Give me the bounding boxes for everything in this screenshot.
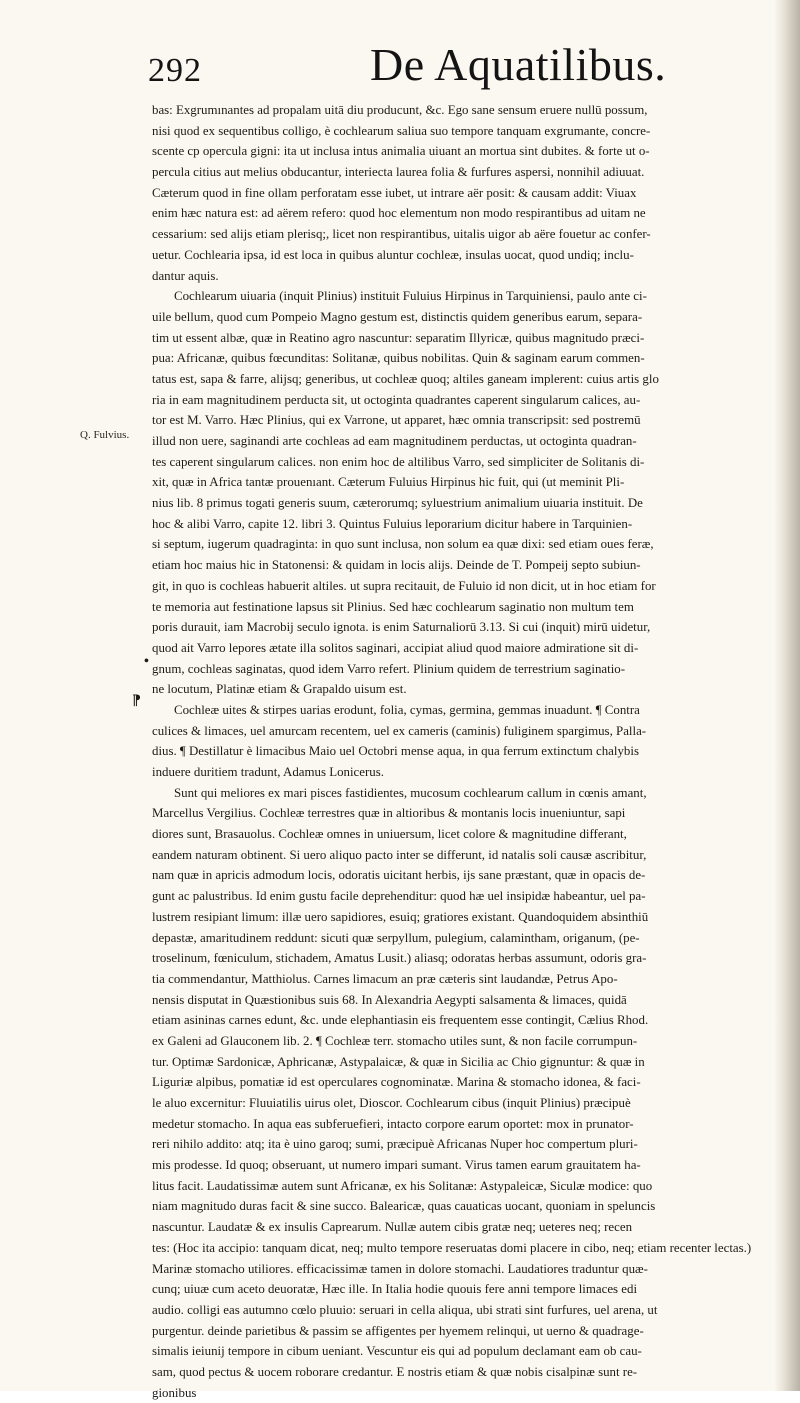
- text-line: Marinæ stomacho utiliores. efficacissimæ tamen in dolore stomachi. Laudatiores traduntur quæ-: [152, 1261, 648, 1276]
- text-line: te memoria aut festinatione lapsus sit Plinius. Sed hæc cochlearum saginatio non multum tem: [152, 599, 634, 614]
- text-line: eandem naturam obtinent. Si uero aliquo pacto inter se differunt, id natalis soli causæ ascribitur,: [152, 847, 647, 862]
- text-line: uetur. Cochlearia ipsa, id est loca in quibus aluntur cochleæ, insulas uocat, quod undiq; inclu-: [152, 247, 634, 262]
- text-line: le aluo excernitur: Fluuiatilis uirus olet, Dioscor. Cochlearum cibus (inquit Plinius) præcipuè: [152, 1096, 631, 1110]
- text-line: Liguriæ alpibus, pomatiæ id est operculares cognominatæ. Marina & stomacho idonea, & faci-: [152, 1075, 641, 1090]
- text-line: nisi quod ex sequentibus colligo, è cochlearum saliua suo tempore tanquam exgrumante, concre-: [152, 123, 651, 138]
- text-line: niam magnitudo duras facit & sine succo. Balearicæ, quas cauaticas uocant, quoniam in speluncis: [152, 1199, 656, 1214]
- text-line: lustrem resipiant limum: illæ uero sapidiores, esuiq; gratiores existant. Quandoquidem absinthiū: [152, 909, 649, 924]
- text-line: purgentur. deinde parietibus & passim se affigentes per hyemem relinqui, ut uerno & quadrage-: [152, 1323, 644, 1338]
- margin-note: Q. Fulvius.: [80, 429, 130, 441]
- text-line: pua: Africanæ, quibus fœcunditas: Solitanæ, quibus nobilitas. Quin & saginam earum commen-: [152, 351, 645, 366]
- text-line: xit, quæ in Africa tantæ prouenıant. Cæterum Fuluius Hirpinus hic fuit, qui (ut meminit Pli-: [152, 475, 625, 490]
- text-line: medetur stomacho. In aqua eas subferuefieri, intacto corpore earum oportet: mox in prunator-: [152, 1116, 634, 1131]
- text-line: Sunt qui meliores ex mari pisces fastidientes, mucosum cochlearum callum in cœnis amant,: [174, 785, 647, 800]
- text-line: mis prodesse. Id quoq; obseruant, ut numero impari sumant. Virus tamen earum grauitatem ha-: [152, 1158, 641, 1173]
- body-text: [152, 100, 762, 1403]
- text-line: Cæterum quod in fine ollam perforatam esse iubet, ut intrare aër posit: & causam addit: Viuax: [152, 185, 637, 200]
- text-line: nam quæ in apricis admodum locis, odoratis uicitant herbis, ijs sane præstant, quæ in opacis de-: [152, 868, 646, 883]
- text-line: culices & limaces, uel amurcam recentem, uel ex cameris (caminis) fuliginem spargimus, Palla-: [152, 723, 647, 738]
- page-number: 292: [148, 52, 202, 89]
- text-line: uile bellum, quod cum Pompeio Magno gestum est, distinctis quidem generibus earum, separa-: [152, 309, 643, 324]
- text-line: percula citius aut melius obducantur, interiecta laurea folia & furfures aspersi, nonnihil adiuuat.: [152, 165, 645, 180]
- text-line: induere duritiem tradunt, Adamus Lonicerus.: [152, 765, 384, 779]
- text-line: quod ait Varro lepores ætate illa solitos saginari, accipiat aliud quod maiore admiratione sit di-: [152, 640, 639, 655]
- text-line: litus facit. Laudatissimæ autem sunt Africanæ, ex his Solitanæ: Astypaleicæ, Siculæ modice: quo: [152, 1178, 653, 1193]
- text-line: dius. ¶ Destillatur è limacibus Maio uel Octobri mense aqua, in qua ferrum extinctum chalybis: [152, 744, 639, 759]
- text-line: tes: (Hoc ita accipio: tanquam dicat, neq; multo tempore reseruatas domi placere in cibo, neq; etiam recenter lectas.): [152, 1240, 752, 1255]
- running-title: De Aquatilibus.: [370, 39, 667, 90]
- text-line: nensis disputat in Quæstionibus suis 68. In Alexandria Aegypti salsamenta & limaces, quidā: [152, 992, 627, 1007]
- text-line: git, in quo is cochleas habuerit altiles. ut supra recitauit, de Fuluio id non dicit, ut in hoc etiam for: [152, 578, 656, 593]
- text-line: gnum, cochleas saginatas, quod idem Varro refert. Plinium quidem de terrestrium saginatio-: [152, 661, 626, 676]
- text-line: tes caperent singularum calices. non enim hoc de altilibus Varro, sed simpliciter de Solitanis di-: [152, 454, 645, 469]
- text-line: etiam hoc maius hic in Statonensi: & quidam in locis alijs. Deinde de T. Pompeij septo subiun-: [152, 558, 641, 573]
- page-edge-shadow: [774, 0, 800, 1391]
- text-line: tor est M. Varro. Hæc Plinius, qui ex Varrone, ut apparet, hæc omnia transcripsit: sed postremū: [152, 413, 641, 428]
- text-line: tur. Optimæ Sardonicæ, Aphricanæ, Astypalaicæ, & quæ in Sicilia ac Chio gignuntur: & quæ in: [152, 1054, 645, 1069]
- text-line: sam, quod pectus & uocem roborare credantur. E nostris etiam & quæ nobis cisalpinæ sunt re-: [152, 1364, 638, 1379]
- text-line: tatus est, sapa & farre, alijsq; generibus, ut cochleæ quoq; altiles ganeam implerent: cuius artis glo: [152, 371, 659, 386]
- text-line: diores sunt, Brasauolus. Cochleæ omnes in uniuersum, licet colore & magnitudine differant,: [152, 827, 627, 842]
- text-line: depastæ, amaritudinem reddunt: sicuti quæ serpyllum, pulegium, calamintham, origanum, (pe-: [152, 930, 640, 945]
- text-line: tim ut essent albæ, quæ in Reatino agro nascuntur: separatim Illyricæ, quibus magnitudo præci-: [152, 330, 645, 345]
- page-header: [148, 38, 708, 96]
- margin-paragraph-mark: ⁋: [132, 694, 141, 709]
- text-line: bas: Exgrumınantes ad propalam uitā diu producunt, &c. Ego sane sensum eruere nullū possum,: [152, 103, 648, 117]
- text-line: ne locutum, Platinæ etiam & Grapaldo uisum est.: [152, 682, 407, 697]
- text-line: Marcellus Vergilius. Cochleæ terrestres quæ in altioribus & montanis locis inueniuntur, sapi: [152, 806, 626, 821]
- text-line: ria in eam magnitudinem perducta sit, ut octoginta quadrantes caperent singularum calices, au-: [152, 392, 641, 407]
- margin-bullet-mark: •: [144, 654, 149, 669]
- text-line: reri nihilo addito: atq; ita è uino garoq; sumi, præcipuè Africanas Nuper hoc compertum pluri-: [152, 1137, 638, 1152]
- text-line: si septum, iugerum quadraginta: in quo sunt inclusa, non solum ea quæ dixi: sed etiam oues feræ,: [152, 537, 654, 552]
- text-line: audio. colligi eas autumno cœlo pluuio: seruari in cella aliqua, ubi strati sint furfures, uel arena, ut: [152, 1302, 658, 1317]
- text-line: gunt ac palustribus. Id enim gustu facile deprehenditur: quod hæ uel insipidæ habeantur, uel pa-: [152, 889, 646, 904]
- text-line: Cochleæ uites & stirpes uarias erodunt, folia, cymas, germina, gemmas inuadunt. ¶ Contra: [174, 702, 640, 717]
- text-line: illud non uere, saginandi arte cochleas ad eam magnitudinem perductas, ut octoginta quadran-: [152, 434, 637, 448]
- text-line: poris durauit, iam Macrobij seculo ignota. is enim Saturnaliorū 3.13. Si cui (inquit) mirū uidetur,: [152, 620, 651, 635]
- text-line: cunq; uiuæ cum aceto deuoratæ, Hæc ille. In Italia hodie quouis fere anni tempore limaces edi: [152, 1282, 638, 1297]
- text-line: tia commendantur, Matthiolus. Carnes limacum an præ cæteris sint laudandæ, Petrus Apo-: [152, 971, 618, 986]
- text-line: nius lib. 8 primus togati generis suum, cæterorumq; syluestrium animalium uiuaria instituit. De: [152, 496, 643, 511]
- text-line: enim hæc natura est: ad aërem refero: quod hoc elementum non modo respirantibus ad uitam ne: [152, 206, 646, 221]
- text-line: cessarium: sed alijs etiam plerisq;, licet non respirantibus, uitalis uigor ab aëre fouetur ac confer-: [152, 227, 651, 242]
- text-line: simalis ieiunij tempore in cibum ueniant. Vescuntur eis qui ad populum declamant eam ob cau-: [152, 1344, 642, 1359]
- text-line: dantur aquis.: [152, 268, 219, 283]
- text-line: scente cp opercula gigni: ita ut inclusa intus animalia uiuant an mortua sint dubites. & forte ut o-: [152, 144, 650, 159]
- text-line: troselinum, fœniculum, stichadem, Amatus Lusit.) aliasq; odoratas herbas assumunt, odoris gra-: [152, 951, 647, 966]
- text-line: gionibus: [152, 1385, 197, 1400]
- text-line: etiam asininas carnes edunt, &c. unde elephantiasin eis frequentem esse contingit, Cælius Rhod.: [152, 1013, 649, 1028]
- text-line: ex Galeni ad Glauconem lib. 2. ¶ Cochleæ terr. stomacho utiles sunt, & non facile corrumpun-: [152, 1033, 638, 1048]
- text-line: nascuntur. Laudatæ & ex insulis Caprearum. Nullæ autem cibis gratæ neq; ueteres neq; recen: [152, 1220, 633, 1235]
- text-line: hoc & alibi Varro, capite 12. libri 3. Quintus Fuluius leporarium dicitur habere in Tarquinien-: [152, 516, 633, 531]
- text-line: Cochlearum uiuaria (inquit Plinius) instituit Fuluius Hirpinus in Tarquiniensi, paulo ante ci-: [174, 289, 647, 304]
